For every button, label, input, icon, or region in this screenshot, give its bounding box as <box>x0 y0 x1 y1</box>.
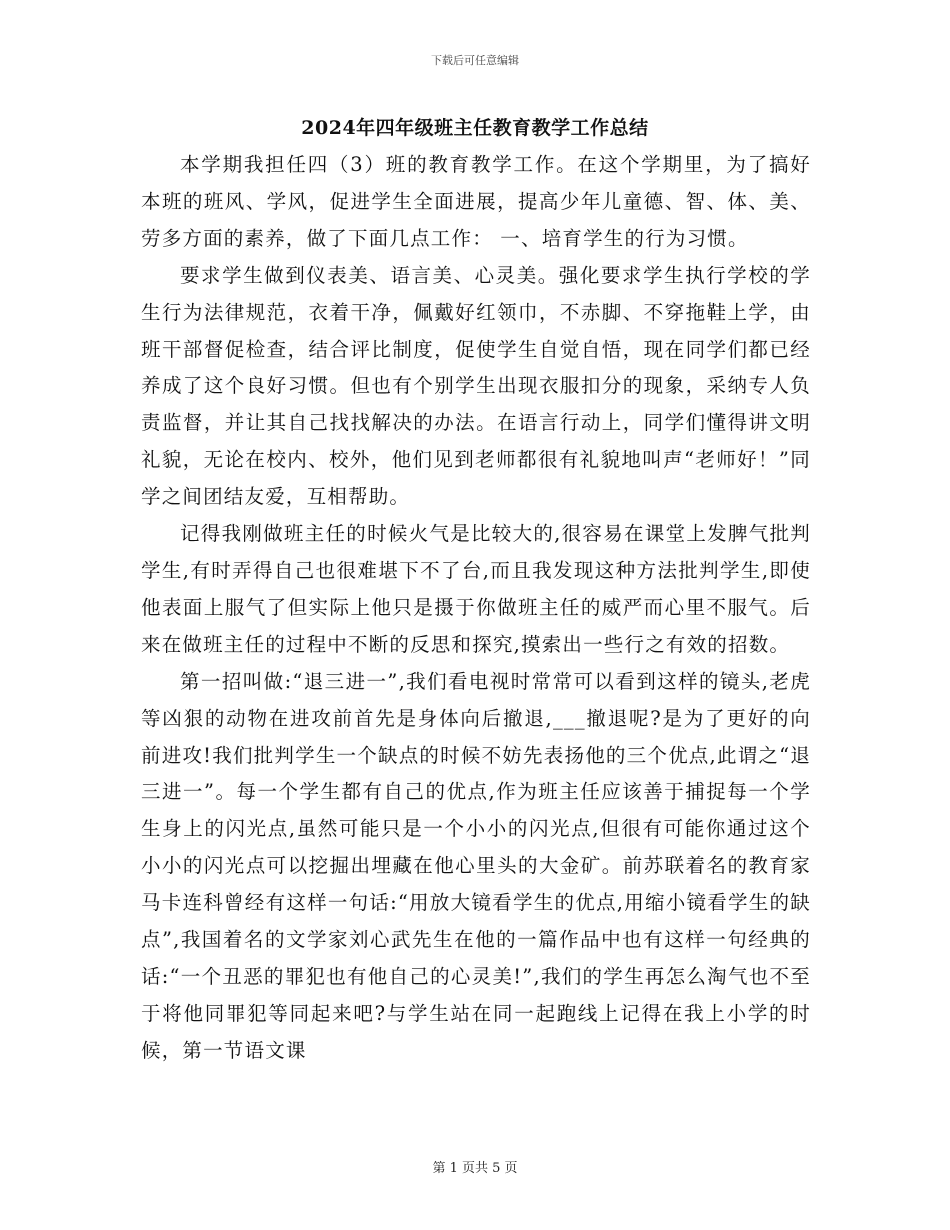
paragraph-intro: 本学期我担任四（3）班的教育教学工作。在这个学期里，为了搞好本班的班风、学风，促进学生全面进展，提高少年儿童德、智、体、美、劳多方面的素养，做了下面几点工作： 一、培育学生的行为习惯。 <box>141 153 811 250</box>
paragraph-behavior: 要求学生做到仪表美、语言美、心灵美。强化要求学生执行学校的学生行为法律规范，衣着干净，佩戴好红领巾，不赤脚、不穿拖鞋上学，由班干部督促检查，结合评比制度，促使学生自觉自悟，现在同学们都已经养成了这个良好习惯。但也有个别学生出现衣服扣分的现象，采纳专人负责监督，并让其自己找找解决的办法。在语言行动上，同学们懂得讲文明礼貌，无论在校内、校外，他们见到老师都很有礼貌地叫声“老师好！”同学之间团结友爱，互相帮助。 <box>141 263 811 509</box>
page-number: 第 1 页共 5 页 <box>432 1161 518 1176</box>
paragraph-reflection: 记得我刚做班主任的时候火气是比较大的,很容易在课堂上发脾气批判学生,有时弄得自己也很难堪下不了台,而且我发现这种方法批判学生,即使他表面上服气了但实际上他只是摄于你做班主任的威严而心里不服气。后来在做班主任的过程中不断的反思和探究,摸索出一些行之有效的招数。 <box>141 522 811 656</box>
document-body <box>141 147 811 1070</box>
document-title: 2024年四年级班主任教育教学工作总结 <box>301 117 649 139</box>
header-note: 下载后可任意编辑 <box>431 54 519 67</box>
paragraph-first-method: 第一招叫做:“退三进一”,我们看电视时常常可以看到这样的镜头,老虎等凶狠的动物在进攻前首先是身体向后撤退,___撤退呢?是为了更好的向前进攻!我们批判学生一个缺点的时候不妨先表扬他的三个优点,此谓之“退三进一”。每一个学生都有自己的优点,作为班主任应该善于捕捉每一个学生身上的闪光点,虽然可能只是一个小小的闪光点,但很有可能你通过这个小小的闪光点可以挖掘出埋藏在他心里头的大金矿。前苏联着名的教育家马卡连科曾经有这样一句话:“用放大镜看学生的优点,用缩小镜看学生的缺点”,我国着名的文学家刘心武先生在他的一篇作品中也有这样一句经典的话:“一个丑恶的罪犯也有他自己的心灵美!”,我们的学生再怎么淘气也不至于将他同罪犯等同起来吧?与学生站在同一起跑线上记得在我上小学的时候，第一节语文课 <box>141 669 811 1062</box>
